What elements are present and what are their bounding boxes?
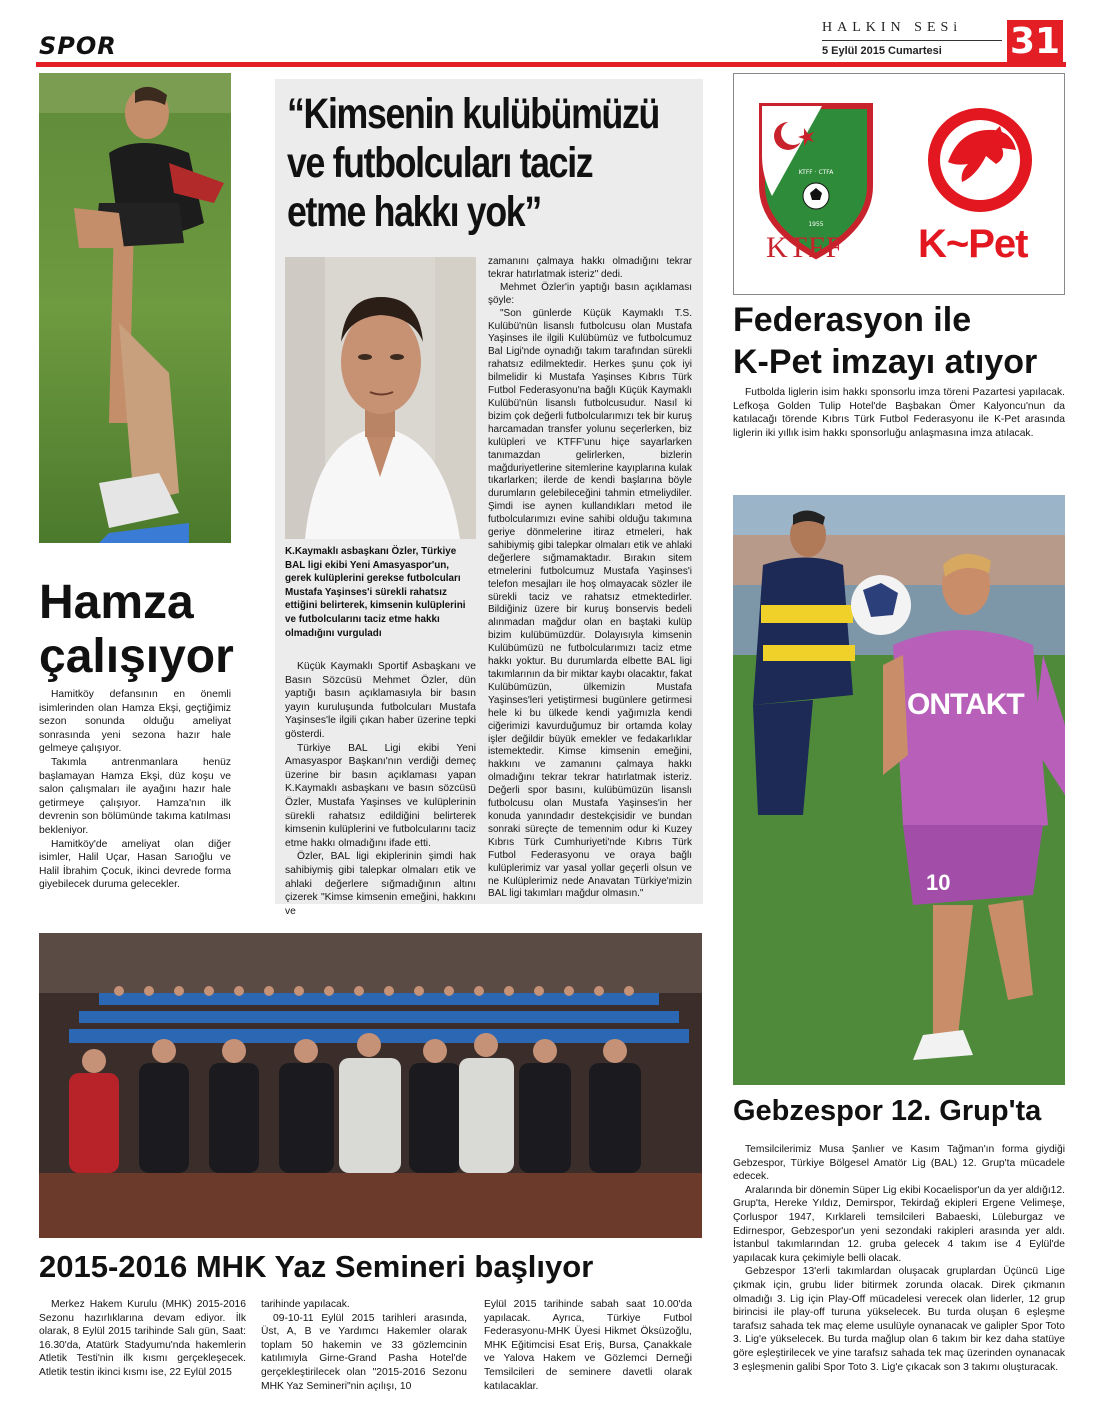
kpet-title-line2: K-Pet imzayı atıyor (733, 343, 1038, 381)
kpet-wordmark: K~Pet (918, 222, 1028, 266)
gebze-paragraph: Gebzespor 13'erli takımlardan oluşacak gruplardan Üçüncü Lige çıkmak için, grubu lider bitirmek zorunda olacak. Direk çıkmanın olmadığı 3. Lig için Play-Off mücadelesi verecek olan liderler, 12 grup birincisi ile play-off turuna yükselecek. Bu turda oluşan 6 eşleşme tarafsız sahada tek maç eleme usulüyle oynanacak ve galipler Spor Toto 3. Lig'e yükselecek. Bu turda mağlup olan 6 takım bir kez daha statüye göre eşleştirilecek ve yine tarafsız sahada tek maç üzerinden oynanacak 3 eşleşmenin galibi Spor Toto 3. Lig'e çıkacak son 3 takımı oluşturacak. (733, 1266, 1065, 1373)
mhk-col2 (261, 1298, 467, 1393)
ozler-caption: K.Kaymaklı asbaşkanı Özler, Türkiye BAL ligi ekibi Yeni Amasyaspor'un, gerek kulüplerini gerekse futbolcuları Mustafa Yaşinses'i sürekli rahatsız ettiğini belirterek, kimsenin kulüplerini ve futbolcularını taciz etme hakkı olmadığını vurguladı (285, 546, 466, 639)
kpet-title (733, 299, 1037, 383)
mhk-paragraph: Eylül 2015 tarihinde sabah saat 10.00'da yapılacak. Ayrıca, Türkiye Futbol Federasyonu-MHK Üyesi Hikmet Öksüzoğlu, MHK Eğitimcisi Esat Eriş, Bursa, Çanakkale ve Yalova Hakem ve Gözlemci Derneği Temsilcileri de seminere davetli olarak katılacaklar. (484, 1299, 692, 1392)
hamza-paragraph: Takımla antrenmanlara henüz başlamayan Hamza Ekşi, düz koşu ve salon çalışmaları ile ayağını hazır hale getirmeye çalışıyor. Hamza'nın ilk devrenin son bölümünde takıma katılması bekleniyor. (39, 756, 231, 836)
kaymakli-paragraph: "Son günlerde Küçük Kaymaklı T.S. Kulübü'nün lisanslı futbolcusu olan Mustafa Yaşinses ile ilgili Kulübümüz ve futbolcumuz Bal Ligi'nde oynadığı takım tarafından sürekli rahatsız edilmektedir. Herkes şunu çok iyi bilmelidir ki Mustafa Yaşinses Kıbrıs Türk Futbol Federasyonu'na bağlı Küçük Kaymaklı Kulübü'nün lisanslı futbolcusudur. Nasıl ki bizim çok değerli futbolcularımızı tek bir kuruş harcamadan transfer yolunu seçerlerken, biz kulüpleri ve KTFF'unu hiçe sayarlarken tanımazdan gelirlerken, bizlerin mağduriyetlerine sitemlerine kayıplarına kulak tıkarlarken; ilerde de kendi başlarına böyle durumların gelebileceğini tahmin etmeliydiler. Şimdi ise aynen kullandıkları metod ile futbolcularımızı evine sahibi olduğu takımına geriye dönmelerine itiraz etmeleri, hak sahibiymiş gibi talepkar olmaları etik ve ahlaki değerlere sığmamaktadır. Bırakın sitem etmelerini futbolcumuz Mustafa Yaşinses'i telefon mesajları ile hoş olmayacak sözler ile sürekli taciz ve rahatsız etmektedirler. Bildiğiniz üzere bir kuruş bonservis bedeli alınmadan mağdur olan en baştaki kulüp bizim kulübümüzdür. Dolayısıyla kimsenin Kulübümüzü ne futbolcularımızı taciz etme hakkı yoktur. Bu durumlarda elbette BAL ligi takımlarının da bir miktar kaybı olacaktır, fakat Kulübümüzün, ülkemizin Mustafa Yaşinses'leri yetiştirmesi bugünlere getirmesi hele ki bu ülkede kendi yağımızla kendi ciğerimizi kavurduğumuz bir ortamda kolay işler değildir büyük emekler ve fedakarlıklar istemektedir. Kimse kimsenin emeğini, hakkını ve zamanını çalmaya hakkı olmadığını tekrar tekrar hatırlatmak isteriz. Değerli spor basını, kulübümüzün lisanslı futbolcusu olan Mustafa Yaşinses'in her konuda yanındadır destekçisidir ve bundan sonraki süreçte de temennim odur ki Kuzey Kıbrıs Türk Cumhuriyeti'nde Kıbrıs Türk Futbol Federasyonu ve oraya bağlı kulüplerimiz var yasal yollar geçerli olsun ve ne Kulüplerimiz nede Anavatan Türkiye'mizin BAL ligi takımları mağdur olmasın." (488, 307, 692, 900)
hamza-title-line2: çalışıyor (39, 630, 234, 683)
svg-text:1955: 1955 (808, 221, 824, 228)
paper-name: HALKIN SESi (822, 20, 963, 35)
ozler-photo (285, 257, 476, 539)
hamza-paragraph: Hamitköy'de ameliyat olan diğer isimler, Halil Uçar, Hasan Sarıoğlu ve Halil İbrahim Çocuk, ikinci devrede forma giyebilecek duruma gelecekler. (39, 838, 231, 891)
kaymakli-col1 (285, 660, 476, 918)
kaymakli-paragraph: Mehmet Özler'in yaptığı basın açıklaması şöyle: (488, 281, 692, 306)
mhk-col3 (484, 1298, 692, 1393)
jersey-text: ONTAKT (907, 688, 1024, 721)
kaymakli-paragraph: zamanını çalmaya hakkı olmadığını tekrar tekrar hatırlatmak isteriz" dedi. (488, 256, 692, 280)
paper-rule (822, 40, 1002, 41)
kaymakli-headline-line3: etme hakkı yok” (287, 188, 541, 236)
mhk-title: 2015-2016 MHK Yaz Semineri başlıyor (39, 1249, 594, 1284)
gebze-title: Gebzespor 12. Grup'ta (733, 1095, 1042, 1127)
kpet-title-line1: Federasyon ile (733, 301, 972, 339)
ktff-wordmark: KTFF (766, 231, 844, 264)
hamza-photo (39, 73, 231, 543)
hamza-body (39, 688, 231, 892)
mhk-paragraph: 09-10-11 Eylül 2015 tarihleri arasında, Üst, A, B ve Yardımcı Hakemler olarak toplam 50 hakemin ve 33 gözlemcinin katılımıyla Girne-Grand Pasha Hotel'de gerçekleştirilecek olan "2015-2016 Sezonu MHK Yaz Semineri"nin açılışı, 10 (261, 1312, 467, 1392)
page-number-box (1007, 20, 1063, 64)
gebze-paragraph: Temsilcilerimiz Musa Şanlıer ve Kasım Tağman'ın forma giydiği Gebzespor, Türkiye Bölgesel Amatör Lig (BAL) 12. Grup'ta mücadele edecek. (733, 1144, 1065, 1183)
hamza-paragraph: Hamitköy defansının en önemli isimlerinden olan Hamza Ekşi, geçtiğimiz sezon sonunda olduğu ameliyat sonrasında yeni sezona hazır hale gelmeye çalışıyor. (39, 689, 231, 755)
issue-date: 5 Eylül 2015 Cumartesi (822, 45, 942, 57)
svg-text:KTFF · CTFA: KTFF · CTFA (798, 169, 834, 176)
gebze-paragraph: Aralarında bir dönemin Süper Lig ekibi Kocaelispor'un da yer aldığı12. Grup'ta, Hereke Yıldız, Demirspor, Tekirdağ ekipleri Ergene Velimeşe, Çorluspor 1947, Kırklareli temsilcileri Babaeski, Lüleburgaz ve Edirnespor, Gebzespor'un yeni sezondaki rakipleri arasında yer aldı. İstanbul takımlarından 12. gruba gelecek 4 takım ise 4 Eylül'de yapılacak kura çekimiyle belli olacak. (733, 1184, 1065, 1264)
kpet-paragraph: Futbolda liglerin isim hakkı sponsorlu imza töreni Pazartesi yapılacak. Lefkoşa Golden Tulip Hotel'de Başbakan Ömer Kalyoncu'nun da katılacağı törende Kıbrıs Türk Futbol Federasyonu ile K-Pet arasında liglerin iki yıllık isim hakkı sponsorluğu anlaşmasına imza atılacak. (733, 387, 1065, 439)
hamza-title-line1: Hamza (39, 576, 194, 629)
mhk-photo (39, 933, 702, 1238)
kpet-body (733, 386, 1065, 440)
kpet-logo (920, 100, 1040, 220)
mhk-col1 (39, 1298, 246, 1380)
header-rule (36, 62, 1066, 67)
gebze-body (733, 1143, 1065, 1374)
mhk-paragraph: Merkez Hakem Kurulu (MHK) 2015-2016 Sezonu hazırlıklarına devam ediyor. İlk olarak, 8 Eylül 2015 tarihinde Salı gün, Saat: 16.30'da, Atatürk Stadyumu'nda hakemlerin Atletik Testi'nin ilk kısmı gerçekleşecek. Atletik testin ikinci kısmı ise, 22 Eylül 2015 (39, 1299, 246, 1378)
jersey-number: 10 (926, 870, 951, 895)
kaymakli-headline-line2: ve futbolcuları taciz (287, 139, 593, 187)
page-number: 31 (1009, 21, 1061, 62)
kaymakli-paragraph: Türkiye BAL Ligi ekibi Yeni Amasyaspor Başkanı'nın verdiği demeç üzerine bir basın açıklaması yapan K.Kaymaklı asbaşkanı ve basın sözcüsü Özler, Mustafa Yaşinses ve kulüplerinin sürekli rahatsız edildiğini belirterek kimsenin kulüplerini ve futbolcularını taciz etme hakkı olmadığını ifade etti. (285, 742, 476, 849)
section-label: SPOR (39, 32, 117, 60)
kaymakli-paragraph: Özler, BAL ligi ekiplerinin şimdi hak sahibiymiş gibi talepkar olmaları etik ve ahlaki değerlere sığmadığının altını çizerek "Kimse kimsenin emeğini, hakkını ve (285, 851, 476, 917)
kaymakli-headline-line1: “Kimsenin kulübümüzü (287, 90, 659, 138)
hamza-title (39, 576, 234, 684)
kaymakli-headline (287, 90, 659, 237)
mhk-paragraph: tarihinde yapılacak. (261, 1299, 350, 1310)
kaymakli-col2 (488, 256, 692, 901)
kaymakli-paragraph: Küçük Kaymaklı Sportif Asbaşkanı ve Basın Sözcüsü Mehmet Özler, dün yaptığı basın açıklamasıyla bir basın yayın kuruluşunda futbolcuları Mustafa Yaşinses'le ilgili çıkan haber üzerine tepki gösterdi. (285, 661, 476, 740)
gebze-photo (733, 495, 1065, 1085)
